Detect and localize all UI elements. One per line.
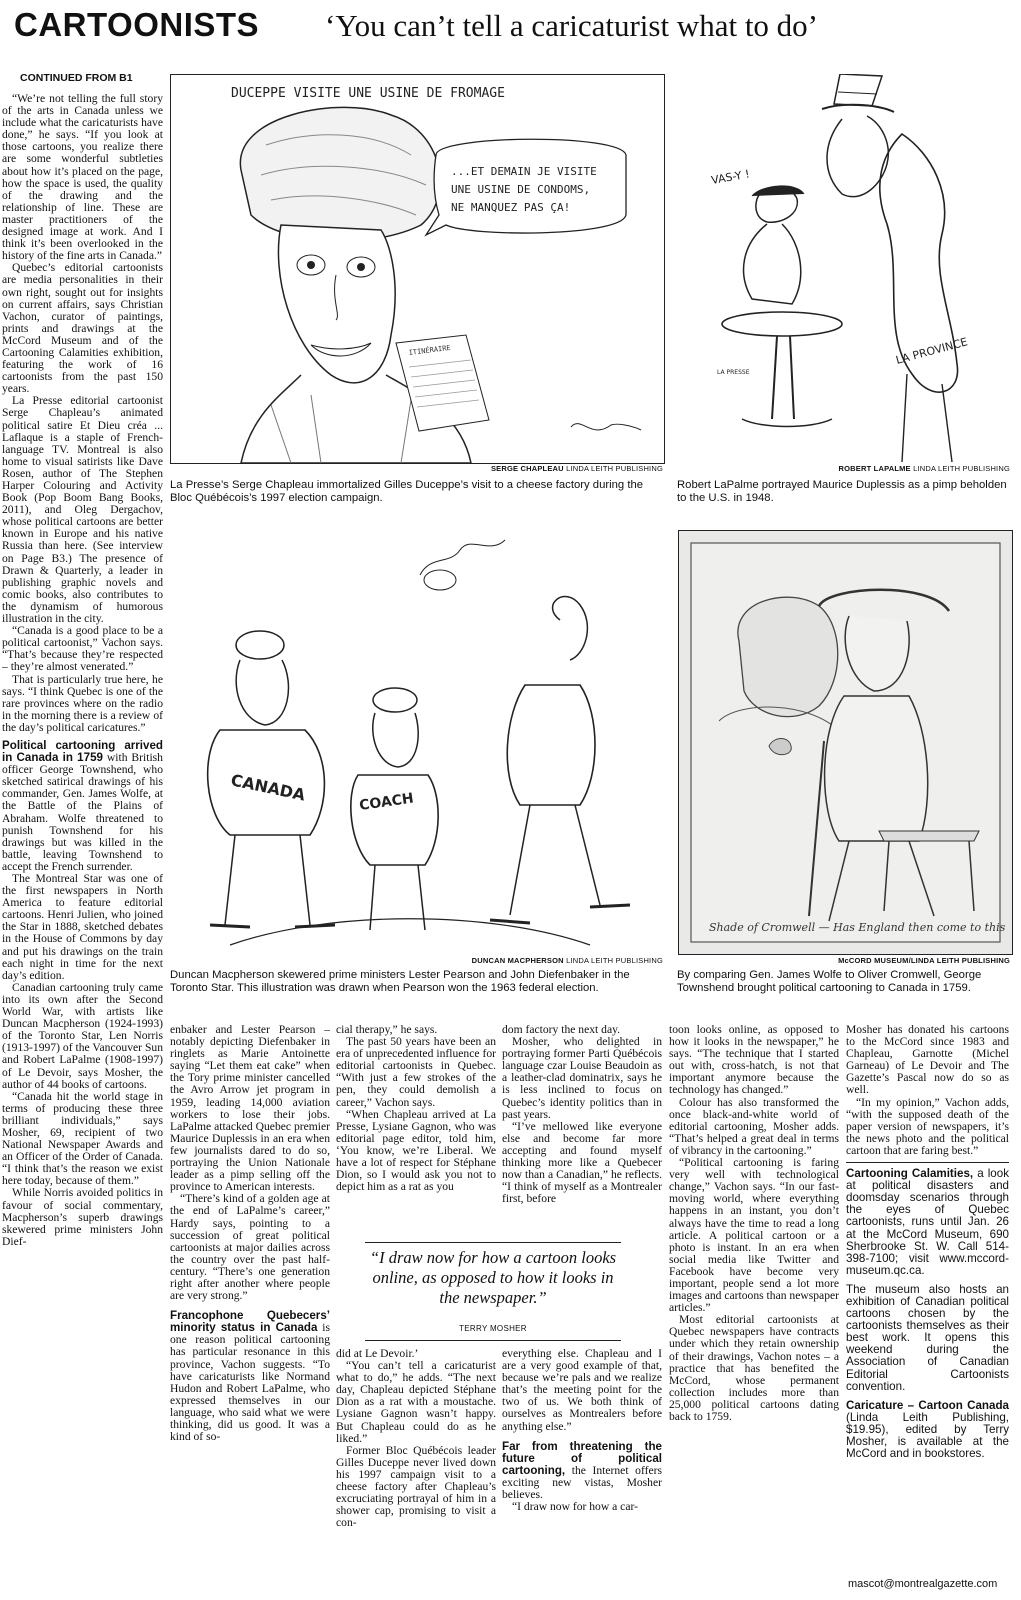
paper-label: ITINÉRAIRE	[408, 343, 452, 357]
macpherson-caption: Duncan Macpherson skewered prime ministers Lester Pearson and John Diefenbaker in the Toronto Star. This illustration was drawn when Pearson won the 1963 federal election.	[170, 969, 630, 994]
chapleau-credit	[170, 464, 663, 473]
townshend-drawing	[679, 531, 1012, 954]
speech-line: UNE USINE DE CONDOMS,	[451, 183, 591, 196]
shirt2-label: COACH	[358, 790, 415, 814]
speech-line: NE MANQUEZ PAS ÇA!	[451, 201, 571, 214]
chapleau-cartoon	[170, 74, 665, 464]
body-column-3-top	[336, 1024, 496, 1234]
townshend-caption: By comparing Gen. James Wolfe to Oliver Cromwell, George Townshend brought political cartooning to Canada in 1759.	[677, 969, 982, 994]
paragraph: dom factory the next day.	[502, 1024, 621, 1036]
shirt1-label: CANADA	[229, 770, 308, 805]
paragraph: Colour has also transformed the once black-and-white world of editorial cartooning, Mosher adds. “That’s helped a great deal in terms of vibrancy in the cartooning.”	[669, 1095, 839, 1157]
pullquote-rule-bottom	[365, 1340, 621, 1341]
lapalme-cartoon	[672, 74, 1010, 462]
lapalme-drawing	[672, 74, 1010, 462]
paragraph: The past 50 years have been an era of unprecedented influence for editorial cartoonists in Quebec. “With just a few strokes of the pen, they could demolish a career,” Vachon says.	[336, 1035, 496, 1109]
paragraph: La Presse editorial cartoonist Serge Chapleau’s animated political satire Et Dieu créa ... Laflaque is a staple of French-language TV. Montreal is also home to visual satirists like Dave Rosen, author of The Stephen Harper Colouring and Activity Book (Pop Boom Bang Books, 2011), and Oleg Dergachov, whose political cartoons are better known in Europe and his native Russia than here. (See interview on Page B3.) The presence of Drawn & Quarterly, a leader in publishing graphic novels and comic books, also contributes to the dynamism of humorous illustration in the city.	[2, 394, 163, 626]
body-column-4-top	[502, 1024, 662, 1234]
headline: ‘You can’t tell a caricaturist what to do’	[325, 8, 819, 43]
subhead-lead: Far from threatening the future of political cartooning,	[502, 1439, 662, 1477]
paragraph: “You can’t tell a caricaturist what to do,” he adds. “The next day, Chapleau depicted Stéphane Dion as a rat with a moustache. Lysiane Gagnon wasn’t happy. But Chapleau could do as he liked.”	[336, 1359, 496, 1445]
info-lead: Caricature – Cartoon Canada	[846, 1398, 1009, 1412]
body-column-4-bottom	[502, 1348, 662, 1594]
paragraph: That is particularly true here, he says. “I think Quebec is one of the rare provinces where on the radio in the morning there is a review of the day’s political caricatures.”	[2, 672, 163, 734]
credit-name: ROBERT LAPALME	[838, 464, 911, 473]
info-lead: Cartooning Calamities,	[846, 1167, 974, 1181]
info-rest: (Linda Leith Publishing, $19.95), edited by Terry Mosher, is available at the McCord and in bookstores.	[846, 1410, 1009, 1461]
body-column-6	[846, 1024, 1009, 1572]
body-column-5	[669, 1024, 839, 1594]
section-kicker: CARTOONISTS	[14, 6, 260, 43]
paragraph: “In my opinion,” Vachon adds, “with the supposed death of the paper version of newspapers, it’s the news photo and the political cartoon that are faring best.”	[846, 1095, 1009, 1157]
credit-name: McCORD MUSEUM/LINDA LEITH PUBLISHING	[838, 956, 1010, 965]
townshend-cartoon	[678, 530, 1013, 955]
pullquote-attribution: TERRY MOSHER	[459, 1324, 527, 1333]
pullquote-rule-top	[365, 1242, 621, 1243]
credit-name: SERGE CHAPLEAU	[490, 464, 564, 473]
paragraph: “Canada hit the world stage in terms of producing these three brilliant individuals,” says Mosher, 69, recipient of two National Newspaper Awards and an Officer of the Order of Canada. “I think that’s the reason we exist here today, because of them.”	[2, 1089, 163, 1188]
speech-line: ...ET DEMAIN JE VISITE	[451, 165, 597, 178]
paragraph: “I’ve mellowed like everyone else and become far more accepting and found myself thinking more like a Quebecer now than a Canadian,” he reflects. “I think of myself as a Montrealer first, before	[502, 1119, 662, 1206]
paragraph: toon looks online, as opposed to how it looks in the newspaper,” he says. “The technique that I started out with, cross-hatch, is not that important anymore because the technology has changed.”	[669, 1024, 839, 1097]
chapleau-caption: La Presse’s Serge Chapleau immortalized Gilles Duceppe’s visit to a cheese factory during the Bloc Québécois’s 1997 election campaign.	[170, 479, 644, 504]
continued-from-label: CONTINUED FROM B1	[20, 72, 133, 84]
paragraph: “I draw now for how a car-	[512, 1500, 638, 1514]
body-column-1	[2, 93, 163, 1593]
paragraph: “There’s kind of a golden age at the end of LaPalme’s career,” Hardy says, pointing to a succession of great political cartoonists at major dailies across the country over the past half-century. “There’s one generation right after another where people are very strong.”	[170, 1192, 330, 1303]
macpherson-cartoon	[170, 535, 663, 953]
paragraph: “Canada is a good place to be a political cartoonist,” Vachon says. “That’s because they’re respected – they’re almost venerated.”	[2, 624, 163, 674]
paragraph: The Montreal Star was one of the first newspapers in North America to feature editorial cartoons. Henri Julien, who joined the Star in 1888, sketched debates in the House of Commons by day and put his drawings on the train each night in time for the next day’s edition.	[2, 872, 163, 982]
townshend-credit	[672, 956, 1010, 965]
paragraph: did at Le Devoir.’	[336, 1348, 419, 1360]
province-label: LA PROVINCE	[894, 335, 970, 367]
subhead-paragraph	[502, 1441, 662, 1501]
paragraph: Mosher, who delighted in portraying former Parti Québécois language czar Louise Beaudoin as a leather-clad dominatrix, says he is less inclined to focus on Quebec’s identity politics than in past years.	[502, 1035, 662, 1121]
chapleau-drawing	[171, 75, 664, 463]
info-rule	[846, 1162, 1009, 1163]
paragraph: While Norris avoided politics in favour of social commentary, Macpherson’s superb drawings skewered prime ministers John Dief-	[2, 1186, 163, 1248]
credit-agency: LINDA LEITH PUBLISHING	[566, 464, 663, 473]
pullquote: “I draw now for how a cartoon looks online, as opposed to how it looks in the newspaper.”	[369, 1248, 617, 1307]
subhead-lead: Political cartooning arrived in Canada in 1759	[2, 738, 163, 765]
author-email[interactable]: mascot@montrealgazette.com	[848, 1578, 998, 1590]
paragraph: cial therapy,” he says.	[336, 1024, 438, 1036]
lapalme-caption: Robert LaPalme portrayed Maurice Duplessis as a pimp beholden to the U.S. in 1948.	[677, 479, 1007, 504]
info-paragraph: The museum also hosts an exhibition of Canadian political cartoons chosen by the cartoonists themselves as their best work. It opens this weekend during the Association of Canadian Editorial Cartoonists convention.	[846, 1282, 1009, 1393]
inscription: Shade of Cromwell — Has England then come to this	[709, 921, 1006, 934]
body-column-3-bottom	[336, 1348, 496, 1594]
subhead-paragraph	[2, 740, 163, 873]
credit-agency: LINDA LEITH PUBLISHING	[566, 956, 663, 965]
vasy-label: VAS-Y !	[710, 167, 751, 187]
paragraph: “Political cartooning is faring very well with technological change,” Vachon says. “In our fast-moving world, where everything happens in an instant, you don’t always have the time to read a long article. A political cartoon or a photo is instant. In an era when social media like Twitter and Facebook have become very important, people send a lot more images and cartoons than newspaper articles.”	[669, 1156, 839, 1315]
macpherson-credit	[170, 956, 663, 965]
info-paragraph	[846, 1168, 1009, 1277]
cartoon-title: DUCEPPE VISITE UNE USINE DE FROMAGE	[231, 86, 505, 101]
paragraph: “We’re not telling the full story of the arts in Canada unless we include what the caricaturists have done,” he says. “If you look at those cartoons, you realize there are some wonderful subtleties about how it’s placed on the page, how the space is used, the quality of the drawing and the relationship of line. These are master practitioners of the designed image at work. And I think it’s been overlooked in the history of the fine arts in Canada.”	[2, 93, 163, 263]
paragraph: enbaker and Lester Pearson – notably depicting Diefenbaker in ringlets as Marie Antoinette saying “Let them eat cake” when the Tory prime minister cancelled the Avro Arrow jet program in 1959, leading 14,000 aviation workers to lose their jobs. LaPalme attacked Quebec premier Maurice Duplessis in an era when few journalists dared to do so, portraying the Union Nationale leader as a pimp selling off the province to American interests.	[170, 1024, 330, 1194]
paragraph: “When Chapleau arrived at La Presse, Lysiane Gagnon, who was editorial page editor, told him, ‘You know, we’re Liberal. We have a lot of respect for Stéphane Dion, so I would ask you not to depict him as a rat as you	[336, 1107, 496, 1194]
paragraph: Quebec’s editorial cartoonists are media personalities in their own right, sought out for insights on current affairs, says Christian Vachon, curator of paintings, prints and drawings at the McCord Museum and of the Cartooning Calamities exhibition, featuring the work of 16 cartoonists from the past 150 years.	[2, 261, 163, 396]
macpherson-drawing	[170, 535, 663, 953]
paragraph: Former Bloc Québécois leader Gilles Duceppe never lived down his 1997 campaign visit to a cheese factory after Chapleau’s excruciating portrayal of him in a shower cap, promising to visit a con-	[336, 1443, 496, 1530]
subhead-lead: Francophone Quebecers’ minority status in Canada	[170, 1309, 330, 1335]
subhead-rest: is one reason political cartooning has particular resonance in this province, Vachon suggests. “To have caricaturists like Normand Hudon and Robert LaPalme, who expressed themselves in our language, who said what we were thinking, did us good. It was a kind of so-	[170, 1321, 330, 1444]
lapalme-credit	[672, 464, 1010, 473]
presse-label: LA PRESSE	[717, 369, 750, 376]
credit-agency: LINDA LEITH PUBLISHING	[913, 464, 1010, 473]
paragraph: everything else. Chapleau and I are a very good example of that, because we’re pals and we realize that’s the meeting point for the two of us. We both think of ourselves as Montrealers before anything else.”	[502, 1348, 662, 1433]
subhead-rest: with British officer George Townshend, who sketched satirical drawings of his commander, Gen. James Wolfe, at the Battle of the Plains of Abraham. Wolfe threatened to punish Townshend for his drawings but was killed in the battle, leaving Townshend to accept the French surrender.	[2, 751, 163, 873]
paragraph: Most editorial cartoonists at Quebec newspapers have contracts under which they retain ownership of their drawings, Vachon notes – a practice that has benefited the McCord, whose permanent collection includes more than 25,000 political cartoons dating back to 1759.	[669, 1313, 839, 1423]
credit-name: DUNCAN MACPHERSON	[471, 956, 564, 965]
body-column-2	[170, 1024, 330, 1594]
paragraph: Mosher has donated his cartoons to the McCord since 1983 and Chapleau, Garnotte (Michel Garneau) of Le Devoir and The Gazette’s Pascal now do so as well.	[846, 1024, 1009, 1097]
paragraph: Canadian cartooning truly came into its own after the Second World War, with artists like Duncan Macpherson (1924-1993) of the Toronto Star, Len Norris (1913-1997) of the Vancouver Sun and Robert LaPalme (1908-1997) of Le Devoir, says Mosher, the author of 44 books of cartoons.	[2, 980, 163, 1091]
info-paragraph	[846, 1400, 1009, 1460]
info-rest: a look at political disasters and doomsday scenarios through the eyes of Quebec cartoonists, runs until Jan. 26 at the McCord Museum, 690 Sherbrooke St. W. Call 514-398-7100; visit www.mccord-museum.qc.ca.	[846, 1167, 1009, 1277]
subhead-paragraph	[170, 1310, 330, 1443]
subhead-rest: the Internet offers exciting new vistas, Mosher believes.	[502, 1463, 662, 1502]
